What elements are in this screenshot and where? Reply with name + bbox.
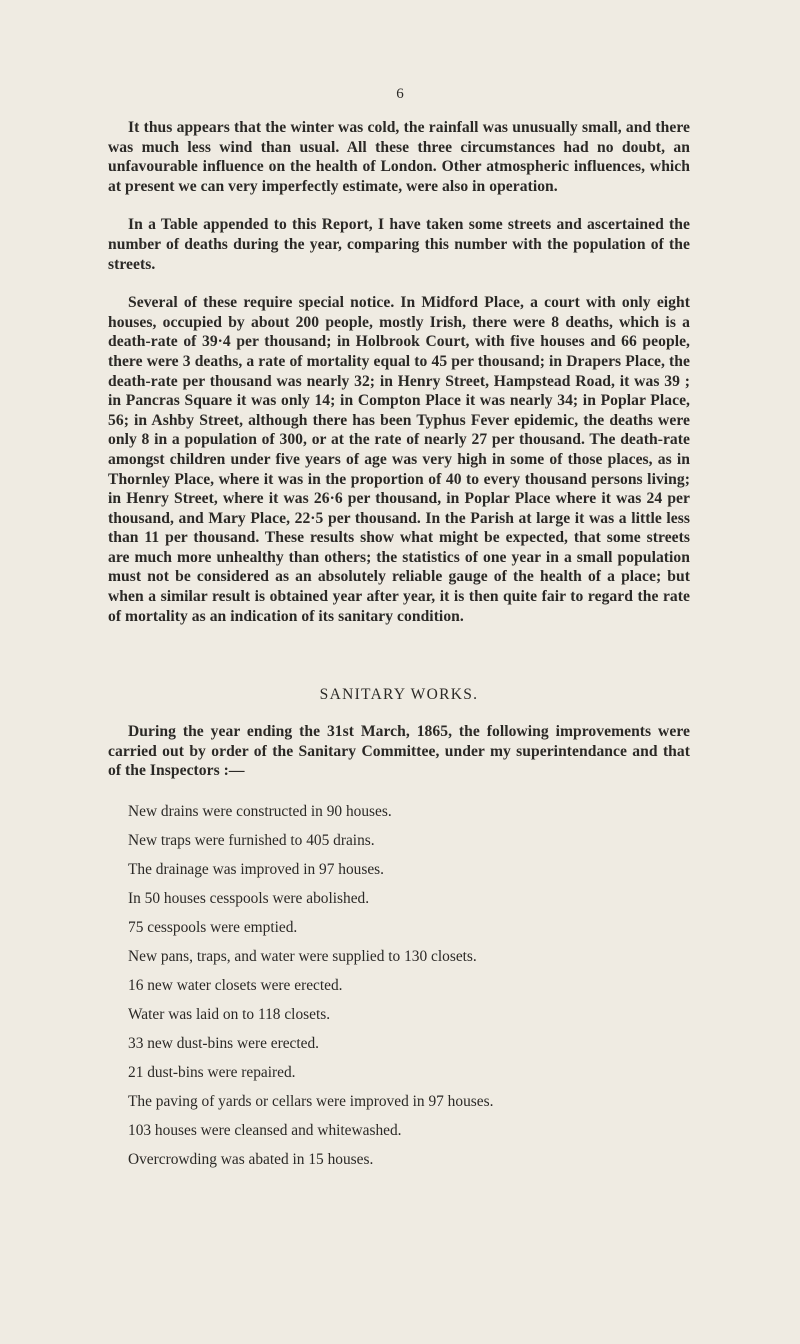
paragraph-special-notice: Several of these require special notice. In Midford Place, a court with only eight houses, occupied by about 200 people, mostly Irish, there were 8 deaths, which is a death-rate of 39·4 per thousand; in Holbrook Court, with five houses and 66 people, there were 3 deaths, a rate of mortality equal to 45 per thousand; in Drapers Place, the death-rate per thousand was nearly 32; in Henry Street, Hampstead Road, it was 39 ; in Pancras Square it was only 14; in Compton Place it was nearly 34; in Poplar Place, 56; in Ashby Street, although there has been Typhus Fever epidemic, the deaths were only 8 in a population of 300, or at the rate of nearly 27 per thousand. The death-rate amongst children under five years of age was very high in some of those places, as in Thornley Place, where it was in the proportion of 40 to every thousand persons living; in Henry Street, where it was 26·6 per thousand, in Poplar Place where it was 24 per thousand, and Mary Place, 22·5 per thousand. In the Parish at large it was a little less than 11 per thousand. These results show what might be expected, that some streets are much more unhealthy than others; the statistics of one year in a small population must not be considered as an absolutely reliable gauge of the health of a place; but when a similar result is obtained year after year, it is then quite fair to regard the rate of mortality as an indication of its sanitary condition.	[108, 294, 690, 625]
list-item: The paving of yards or cellars were improved in 97 houses.	[128, 1093, 494, 1111]
list-item: New pans, traps, and water were supplied to 130 closets.	[128, 948, 477, 966]
list-item: Water was laid on to 118 closets.	[128, 1006, 331, 1024]
paragraph-table-appended: In a Table appended to this Report, I have taken some streets and ascertained the number of deaths during the year, comparing this number with the population of the streets.	[108, 216, 690, 273]
list-item: New traps were furnished to 405 drains.	[128, 832, 375, 850]
list-item: New drains were constructed in 90 houses.	[128, 803, 392, 821]
list-item: 33 new dust-bins were erected.	[128, 1035, 320, 1053]
page-number: 6	[396, 86, 404, 102]
list-item: 103 houses were cleansed and whitewashed.	[128, 1122, 402, 1140]
list-item: 16 new water closets were erected.	[128, 977, 343, 995]
paragraph-winter-conditions: It thus appears that the winter was cold, the rainfall was unusually small, and there was much less wind than usual. All these three circumstances had no doubt, an unfavourable influence on the health of London. Other atmospheric influences, which at present we can very imperfectly estimate, were also in operation.	[108, 119, 690, 195]
section-heading: SANITARY WORKS.	[319, 686, 479, 704]
list-item: In 50 houses cesspools were abolished.	[128, 890, 370, 908]
list-item: The drainage was improved in 97 houses.	[128, 861, 385, 879]
improvements-list	[108, 803, 690, 1169]
list-item: 75 cesspools were emptied.	[128, 919, 298, 937]
section-intro: During the year ending the 31st March, 1865, the following improvements were carried out by order of the Sanitary Committee, under my superintendance and that of the Inspectors :—	[108, 723, 690, 780]
list-item: 21 dust-bins were repaired.	[128, 1064, 296, 1082]
list-item: Overcrowding was abated in 15 houses.	[128, 1151, 374, 1169]
page-body	[108, 118, 690, 1180]
